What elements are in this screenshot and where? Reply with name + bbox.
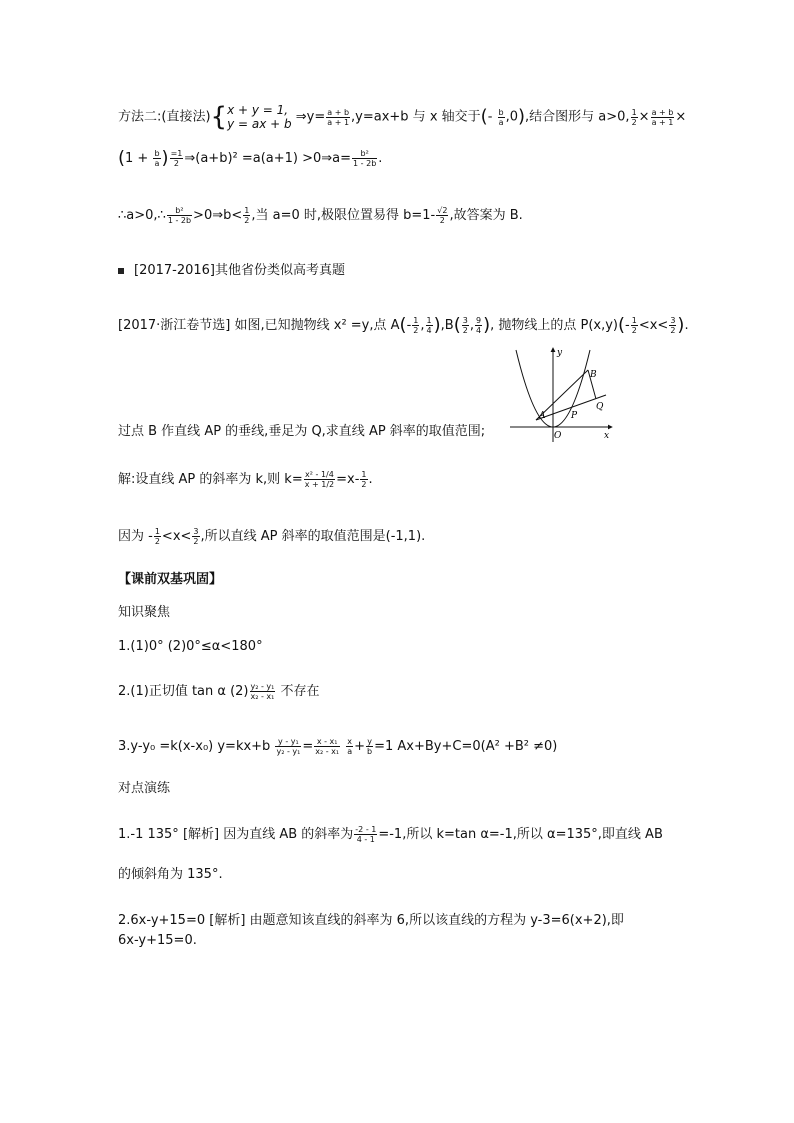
fraction: [346, 737, 353, 756]
den: a + 1: [651, 117, 674, 127]
den: x₂ - x₁: [250, 692, 275, 701]
text: -: [625, 318, 630, 333]
text: 1 +: [125, 151, 153, 166]
exercise-2-cont: 6x-y+15=0.: [118, 933, 197, 948]
fraction: [314, 737, 340, 756]
fraction: [170, 149, 184, 168]
text: +: [354, 739, 366, 754]
fraction: [243, 206, 250, 225]
text: 3.y-y₀ =k(x-x₀) y=kx+b: [118, 739, 275, 754]
section-heading: 【课前双基巩固】: [118, 572, 223, 587]
eq1: x + y = 1,: [227, 103, 289, 117]
den: 2: [413, 326, 419, 335]
num: a + b: [651, 107, 674, 117]
method-two-line: [118, 103, 686, 131]
text: 1.-1 135° [解析] 因为直线 AB 的斜率为: [118, 827, 354, 842]
num: 1: [154, 527, 160, 536]
den: 2: [154, 537, 160, 546]
num: y: [367, 737, 372, 746]
fraction: [412, 316, 419, 335]
den: 4 - 1: [356, 835, 375, 844]
den: a + 1: [327, 117, 350, 127]
label-A: A: [539, 411, 546, 421]
den: x₂ - x₁: [315, 747, 340, 756]
paren: (: [618, 314, 626, 336]
den: 2: [439, 216, 445, 225]
fraction: [475, 316, 482, 335]
fraction: [304, 470, 335, 489]
den: a: [498, 117, 504, 127]
text: -: [406, 318, 412, 333]
den: b: [367, 747, 373, 756]
equation-system: [227, 103, 292, 131]
num: 1: [631, 316, 637, 325]
text: ,结合图形与 a>0,: [525, 109, 630, 125]
text: <x<: [161, 529, 192, 544]
text: 2.(1)正切值 tan α (2): [118, 684, 249, 699]
den: 2: [631, 117, 637, 127]
den: 4: [475, 326, 482, 335]
paren: (: [480, 106, 488, 127]
fraction: [360, 470, 367, 489]
text: =: [302, 739, 314, 754]
question-part: [118, 423, 485, 441]
label-O: O: [554, 431, 562, 441]
text: [2017·浙江卷节选] 如图,已知抛物线 x² =y,点 A: [118, 318, 400, 333]
label-P: P: [571, 411, 578, 421]
solution-line-1: [118, 470, 373, 489]
label-Q: Q: [596, 402, 604, 412]
text: ,故答案为 B.: [449, 208, 523, 223]
exercise-1-cont: 的倾斜角为 135°.: [118, 867, 223, 882]
text: =1 Ax+By+C=0(A² +B² ≠0): [374, 739, 558, 754]
num: b²: [352, 149, 377, 159]
text: ,当 a=0 时,极限位置易得 b=1-: [251, 208, 436, 223]
paren: ): [161, 147, 169, 169]
paren: ): [518, 106, 526, 127]
num: x - x₁: [314, 737, 340, 747]
fraction: [352, 149, 377, 168]
num: x² - 1/4: [305, 470, 334, 479]
text: 不存在: [276, 684, 320, 699]
fraction: [275, 737, 301, 756]
fraction: [631, 108, 638, 127]
num: -2 - 1: [355, 825, 377, 834]
bullet-square-icon: [118, 268, 124, 274]
den: x + 1/2: [304, 480, 335, 489]
text: =-1,所以 k=tan α=-1,所以 α=135°,即直线 AB: [378, 827, 663, 842]
text: ⇒(a+b)² =a(a+1) >0⇒a=: [184, 151, 352, 166]
fraction: [192, 527, 199, 546]
num: 9: [475, 316, 482, 325]
label-y: y: [557, 348, 563, 358]
text: 因为 -: [118, 529, 153, 544]
solution-line-2: [118, 527, 425, 546]
fraction: [631, 316, 638, 335]
text: =x-: [336, 472, 360, 487]
den: 1 - 2b: [353, 159, 377, 168]
fraction: [366, 737, 373, 756]
label-B: B: [590, 370, 597, 380]
text: ⇒y=: [295, 109, 326, 125]
den: 2: [462, 326, 468, 335]
den: 2: [244, 216, 250, 225]
num: √2: [437, 206, 448, 215]
text: .: [378, 151, 383, 166]
label-x: x: [604, 431, 610, 441]
text: >0⇒b<: [193, 208, 243, 223]
num: 1: [426, 316, 432, 325]
text: ∴a>0,∴: [118, 208, 166, 223]
num: 3: [462, 316, 468, 325]
num: 1: [244, 206, 250, 215]
num: 1: [413, 316, 419, 325]
text: -: [487, 109, 497, 125]
num: b: [498, 107, 504, 117]
text: ,所以直线 AP 斜率的取值范围是(-1,1).: [200, 529, 426, 544]
text: ×: [675, 109, 687, 125]
text: .: [368, 472, 373, 487]
fraction: [651, 108, 675, 127]
text: 解:设直线 AP 的斜率为 k,则 k=: [118, 472, 303, 487]
section-title: [118, 262, 345, 280]
fraction: [154, 527, 161, 546]
den: a: [347, 747, 353, 756]
brace: {: [210, 102, 228, 132]
fraction: [462, 316, 469, 335]
text: .: [684, 318, 689, 333]
paren: ): [483, 314, 491, 336]
text: [2017-2016]其他省份类似高考真题: [134, 263, 346, 278]
question-line: [2017·浙江卷节选] 如图,已知抛物线 x² =y,点 A(- $\frac{1}{2}$ , $\frac{1}{4}$ ),B( $\frac{3}{2}$ , $\frac{9}{4}$ ), 抛物线上的点 P(x,y)(- $\frac{1}{2}$ <x< $\frac{3}{2}$ ).: [118, 314, 689, 336]
exercise-1: [118, 825, 663, 844]
derivation-line: [118, 149, 382, 168]
text: ×: [638, 109, 650, 125]
subheading-knowledge: 知识聚焦: [118, 605, 171, 620]
num: 3: [670, 316, 676, 325]
exercise-2: 2.6x-y+15=0 [解析] 由题意知该直线的斜率为 6,所以该直线的方程为 y-3=6(x+2),即: [118, 913, 624, 928]
fraction: [436, 206, 448, 225]
text: 方法二:(直接法): [118, 109, 211, 125]
num: 3: [193, 527, 199, 536]
den: 4: [426, 326, 432, 335]
paren: (: [118, 147, 126, 169]
fraction: [669, 316, 676, 335]
den: 2: [193, 537, 199, 546]
parabola-figure: [508, 342, 618, 447]
den: 2: [173, 159, 180, 168]
num: 1: [361, 470, 367, 479]
num: b²: [167, 206, 192, 216]
num: a + b: [327, 107, 350, 117]
text: ,y=ax+b 与 x 轴交于: [351, 109, 481, 125]
fraction: [354, 825, 377, 844]
knowledge-item-3: [118, 737, 557, 756]
den: a: [154, 159, 160, 168]
fraction: [153, 149, 160, 168]
text: ,B: [440, 318, 454, 333]
text: ,0: [505, 109, 518, 125]
fraction: [326, 108, 350, 127]
subheading-practice: 对点演练: [118, 781, 171, 796]
fraction: [167, 206, 192, 225]
paren: ): [433, 314, 441, 336]
num: x: [347, 737, 353, 746]
fraction: [250, 682, 276, 701]
num: y₂ - y₁: [250, 682, 275, 691]
fraction: [426, 316, 433, 335]
den: 2: [670, 326, 676, 335]
num: y - y₁: [275, 737, 301, 747]
den: 2: [631, 326, 637, 335]
den: 1 - 2b: [167, 216, 192, 225]
num: b: [154, 149, 160, 158]
conclusion-line: [118, 206, 523, 225]
num: =1: [170, 149, 183, 158]
knowledge-item-2: [118, 682, 320, 701]
num: 1: [631, 107, 637, 117]
text: , 抛物线上的点 P(x,y): [490, 318, 618, 333]
den: 2: [361, 480, 367, 489]
den: y₂ - y₁: [276, 747, 301, 756]
knowledge-item-1: 1.(1)0° (2)0°≤α<180°: [118, 639, 263, 654]
fraction: [498, 108, 505, 127]
paren: ): [677, 314, 685, 336]
eq2: y = ax + b: [227, 117, 292, 131]
paren: (: [399, 314, 407, 336]
text: <x<: [638, 318, 669, 333]
paren: (: [453, 314, 461, 336]
text: 过点 B 作直线 AP 的垂线,垂足为 Q,求直线 AP 斜率的取值范围;: [118, 424, 486, 439]
text: [341, 739, 345, 754]
